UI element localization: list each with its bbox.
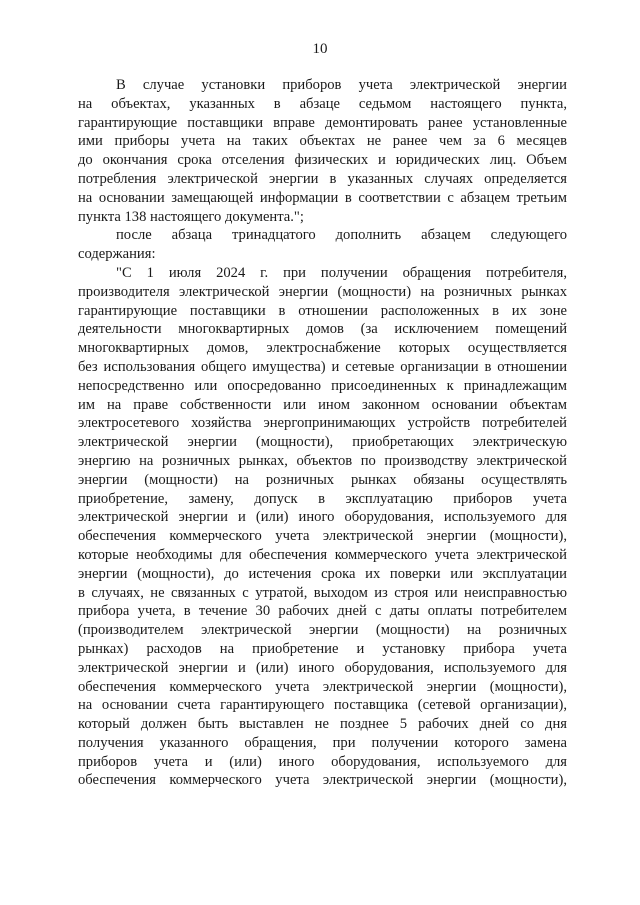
text-line: обеспечения коммерческого учета электрической энергии (мощности),: [78, 678, 567, 695]
text-line: В случае установки приборов учета электрической энергии: [116, 77, 567, 93]
text-line: непосредственно или опосредованно присоединенных к принадлежащим: [78, 377, 567, 394]
text-line: обеспечения коммерческого учета электрической энергии (мощности),: [78, 528, 567, 545]
text-line: получения указанного обращения, при получении которого замена: [78, 734, 567, 751]
text-line: пункта 138 настоящего документа.";: [78, 208, 304, 225]
text-line: гарантирующие поставщики вправе демонтировать ранее установленные: [78, 114, 567, 131]
text-line: прибора учета, в течение 30 рабочих дней с даты оплаты потребителем: [78, 603, 567, 620]
text-line: ими приборы учета на таких объектах не ранее чем за 6 месяцев: [78, 133, 567, 150]
text-line: энергию на розничных рынках, объектов по производству электрической: [78, 452, 567, 469]
text-line: им на праве собственности или ином законном основании объектам: [78, 396, 567, 413]
text-line: "С 1 июля 2024 г. при получении обращения потребителя,: [116, 264, 567, 281]
text-line: которые необходимы для обеспечения коммерческого учета электрической: [78, 546, 567, 563]
text-line: содержания:: [78, 246, 156, 263]
text-line: энергии (мощности), до истечения срока их поверки или эксплуатации: [78, 565, 567, 582]
text-line: который должен быть выставлен не позднее 5 рабочих дней со дня: [78, 716, 567, 733]
text-line: в случаях, не связанных с утратой, выходом из строя или неисправностью: [78, 584, 567, 601]
text-line: потребления электрической энергии в указанных случаях определяется: [78, 170, 567, 187]
page-number: 10: [312, 41, 328, 57]
text-line: электрической энергии (мощности), приобретающих электрическую: [78, 434, 567, 451]
text-line: на основании замещающей информации в соответствии с абзацем третьим: [78, 189, 567, 206]
text-line: приборов учета и (или) иного оборудования, используемого для: [78, 753, 567, 770]
text-line: до окончания срока отселения физических и юридических лиц. Объем: [78, 152, 567, 169]
text-line: производителя электрической энергии (мощности) на розничных рынках: [78, 283, 567, 300]
text-line: электросетевого хозяйства энергопринимающих устройств потребителей: [78, 415, 567, 432]
text-line: энергии (мощности) на розничных рынках обязаны осуществлять: [78, 471, 567, 488]
text-line: (производителем электрической энергии (мощности) на розничных: [78, 622, 567, 639]
document-body: [78, 76, 567, 790]
text-line: без использования общего имущества) и сетевые организации в отношении: [78, 358, 567, 375]
text-line: обеспечения коммерческого учета электрической энергии (мощности),: [78, 772, 567, 789]
text-line: после абзаца тринадцатого дополнить абзацем следующего: [116, 227, 567, 244]
text-line: многоквартирных домов, электроснабжение которых осуществляется: [78, 340, 567, 357]
text-line: гарантирующие поставщики в отношении расположенных в их зоне: [78, 302, 567, 319]
text-line: на объектах, указанных в абзаце седьмом настоящего пункта,: [78, 95, 567, 112]
text-line: электрической энергии и (или) иного оборудования, используемого для: [78, 659, 567, 676]
text-line: приобретение, замену, допуск в эксплуатацию приборов учета: [78, 490, 567, 507]
text-line: электрической энергии и (или) иного оборудования, используемого для: [78, 509, 567, 526]
text-line: рынках) расходов на приобретение и установку прибора учета: [78, 640, 567, 657]
text-line: деятельности многоквартирных домов (за исключением помещений: [78, 321, 567, 338]
text-line: на основании счета гарантирующего поставщика (сетевой организации),: [78, 697, 567, 714]
